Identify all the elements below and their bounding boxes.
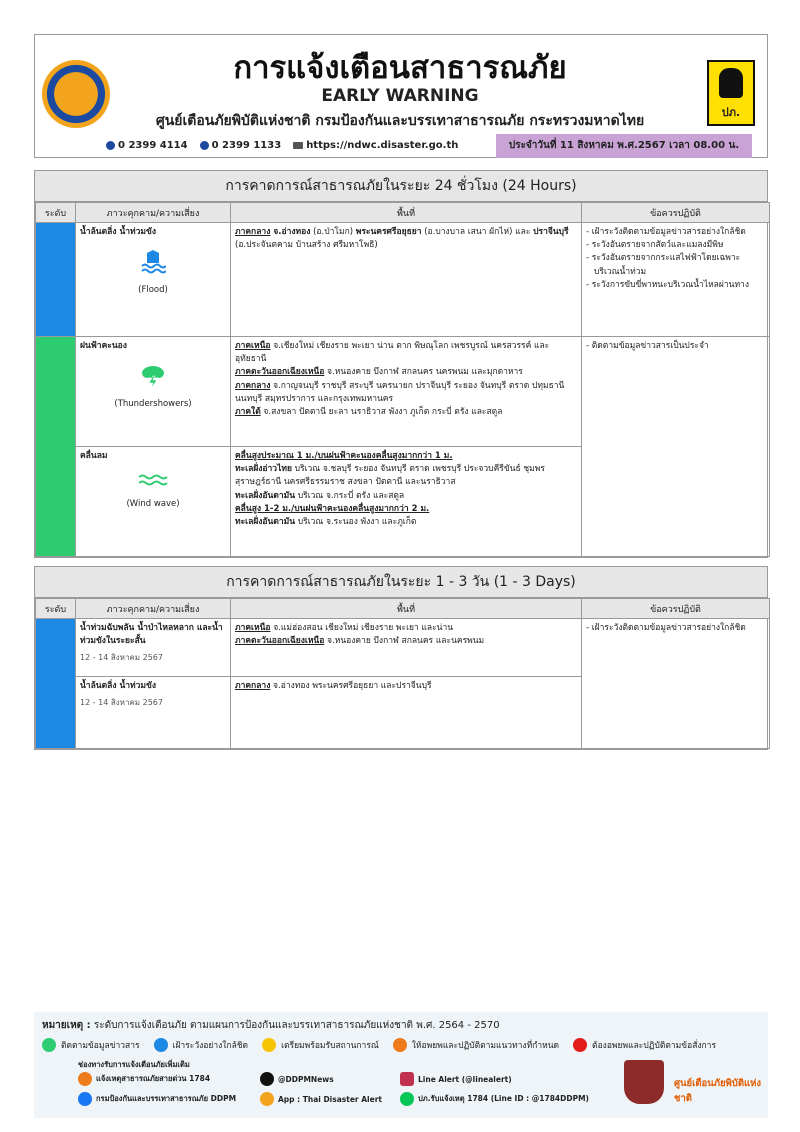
website-link[interactable]	[293, 140, 458, 151]
agency-name: ศูนย์เตือนภัยพิบัติแห่งชาติ กรมป้องกันและบรรเทาสาธารณภัย กระทรวงมหาดไทย	[155, 113, 645, 129]
wind-wave-icon	[80, 473, 226, 494]
advice-cell	[582, 223, 770, 337]
advice-item: - ติดตามข้อมูลข่าวสารเป็นประจำ	[586, 341, 709, 351]
level-indicator-blue	[36, 223, 76, 337]
contact-bar	[106, 140, 458, 151]
region-label: ภาคตะวันออกเฉียงเหนือ	[235, 636, 325, 647]
channel-app[interactable]	[260, 1092, 382, 1106]
table-row-flood	[36, 223, 770, 337]
area-line	[235, 635, 577, 648]
flood-icon	[80, 249, 226, 280]
area-line	[235, 406, 577, 419]
advice-cell	[582, 337, 770, 557]
hazard-name: น้ำท่วมฉับพลัน น้ำป่าไหลหลาก และน้ำท่วมขังในระยะสั้น	[80, 623, 223, 647]
province-text: จ.สงขลา ปัตตานี ยะลา นราธิวาส พังงา ภูเก็ต กระบี่ ตรัง และสตูล	[260, 406, 503, 417]
region-label: ภาคเหนือ	[235, 623, 271, 633]
province: พระนครศรีอยุธยา	[355, 227, 422, 237]
channel-facebook[interactable]	[78, 1092, 236, 1106]
col-hazard: ภาวะคุกคาม/ความเสี่ยง	[76, 203, 231, 223]
ddpm-hand-logo	[707, 60, 755, 126]
channel-line[interactable]	[400, 1092, 589, 1106]
level-indicator-green	[36, 337, 76, 557]
col-area: พื้นที่	[231, 203, 582, 223]
ndwc-name: ศูนย์เตือนภัยพิบัติแห่งชาติ	[674, 1078, 762, 1104]
alert-level-3	[262, 1038, 379, 1052]
area-cell	[231, 447, 582, 557]
hazard-name: น้ำล้นตลิ่ง น้ำท่วมขัง	[80, 227, 156, 237]
level-label: ให้อพยพและปฏิบัติตามแนวทางที่กำหนด	[411, 1041, 560, 1051]
col-level: ระดับ	[36, 203, 76, 223]
district-text: (อ.ประจันตคาม บ้านสร้าง ศรีมหาโพธิ)	[235, 240, 378, 251]
forecast-24h-section	[34, 170, 768, 558]
region-label: ภาคกลาง	[235, 380, 271, 391]
thundershower-icon	[80, 363, 226, 394]
channel-x[interactable]	[260, 1072, 334, 1086]
advice-item: - ระวังอันตรายจากสัตว์และแมลงมีพิษ	[586, 240, 724, 251]
region-label: ภาคใต้	[235, 406, 261, 417]
sea-label: ทะเลฝั่งอันดามัน	[235, 490, 296, 501]
table-header-row	[36, 203, 770, 223]
sea-label: ทะเลฝั่งอ่าวไทย	[235, 464, 292, 475]
icon-caption: (Thundershowers)	[114, 399, 192, 410]
region-label: ภาคกลาง	[235, 227, 271, 237]
province-text: จ.อ่างทอง พระนครศรีอยุธยา และปราจีนบุรี	[270, 681, 432, 691]
advice-item: - เฝ้าระวังติดตามข้อมูลข่าวสารอย่างใกล้ชิด	[586, 623, 746, 633]
hand-icon	[719, 68, 743, 98]
level-dot-icon	[154, 1038, 168, 1052]
phone-number: 0 2399 1133	[211, 140, 282, 151]
advice-item: - เฝ้าระวังติดตามข้อมูลข่าวสารอย่างใกล้ชิด	[586, 227, 746, 237]
channel-label: Line Alert (@linealert)	[418, 1074, 512, 1084]
hazard-date: 12 - 14 สิงหาคม 2567	[80, 698, 163, 708]
level-label: เตรียมพร้อมรับสถานการณ์	[281, 1041, 379, 1051]
level-dot-icon	[573, 1038, 587, 1052]
area-line	[235, 380, 577, 406]
col-hazard: ภาวะคุกคาม/ความเสี่ยง	[76, 599, 231, 619]
forecast-24h-table	[35, 202, 770, 557]
hazard-cell	[76, 677, 231, 749]
level-dot-icon	[393, 1038, 407, 1052]
x-icon	[260, 1072, 274, 1086]
page-subtitle: EARLY WARNING	[321, 86, 479, 106]
district-text: (อ.ป่าโมก)	[310, 227, 356, 237]
col-level: ระดับ	[36, 599, 76, 619]
region-label: ภาคกลาง	[235, 681, 271, 691]
logo-text: ปภ.	[721, 106, 741, 119]
district-text: (อ.บางบาล เสนา ผักไห่) และ	[421, 227, 534, 237]
province-text: จ.หนองคาย บึงกาฬ สกลนคร นครพนม และมุกดาหาร	[324, 367, 523, 378]
area-line	[235, 463, 577, 489]
alert-level-4	[393, 1038, 559, 1052]
phone-icon	[78, 1072, 92, 1086]
hazard-date: 12 - 14 สิงหาคม 2567	[80, 653, 163, 663]
area-line	[235, 516, 577, 529]
legend-title-text: ระดับการแจ้งเตือนภัย ตามแผนการป้องกันและบรรเทาสาธารณภัยแห่งชาติ พ.ศ. 2564 - 2570	[90, 1020, 500, 1031]
hazard-cell	[76, 619, 231, 677]
alert-level-2	[154, 1038, 249, 1052]
channel-line-alert[interactable]	[400, 1072, 512, 1086]
sea-label: ทะเลฝั่งอันดามัน	[235, 516, 296, 527]
page-title: การแจ้งเตือนสาธารณภัย	[233, 50, 567, 86]
phone-icon	[106, 141, 115, 150]
province: ปราจีนบุรี	[533, 227, 569, 237]
phone-number: 0 2399 4114	[118, 140, 188, 151]
forecast-3day-section	[34, 566, 768, 750]
province-text: บริเวณ จ.กระบี่ ตรัง และสตูล	[295, 490, 405, 501]
phone-contact-2[interactable]	[200, 140, 282, 151]
section-title: การคาดการณ์สาธารณภัยในระยะ 1 - 3 วัน (1 - 3 Days)	[35, 567, 767, 598]
province-text: บริเวณ จ.ชลบุรี ระยอง จันทบุรี ตราด เพชรบุรี ประจวบคีรีขันธ์ ชุมพร สุราษฎร์ธานี นครศรีธรรมราช สงขลา ปัตตานี และนราธิวาส	[235, 464, 545, 488]
col-advice: ข้อควรปฏิบัติ	[582, 203, 770, 223]
advice-item: - ระวังอันตรายจากกระแสไฟฟ้าโดยเฉพาะบริเวณน้ำท่วม	[586, 253, 741, 277]
hazard-name: น้ำล้นตลิ่ง น้ำท่วมขัง	[80, 681, 156, 691]
area-line	[235, 366, 577, 379]
icon-caption: (Flood)	[138, 285, 168, 296]
hazard-cell	[76, 447, 231, 557]
province-text: จ.เชียงใหม่ เชียงราย พะเยา น่าน ตาก พิษณุโลก เพชรบูรณ์ นครสวรรค์ และอุทัยธานี	[235, 341, 550, 365]
level-label: ติดตามข้อมูลข่าวสาร	[61, 1041, 140, 1051]
area-cell	[231, 223, 582, 337]
channel-label: ปภ.รับแจ้งเหตุ 1784 (Line ID : @1784DDPM)	[418, 1094, 589, 1103]
alert-level-1	[42, 1038, 140, 1052]
line-icon	[400, 1092, 414, 1106]
phone-contact-1[interactable]	[106, 140, 188, 151]
issue-date: ประจำวันที่ 11 สิงหาคม พ.ศ.2567 เวลา 08.00 น.	[496, 134, 752, 158]
legend-footer	[34, 1012, 768, 1118]
level-label: เฝ้าระวังอย่างใกล้ชิด	[172, 1041, 249, 1051]
area-line	[235, 490, 577, 503]
area-cell	[231, 677, 582, 749]
table-row-thunder	[36, 337, 770, 447]
hazard-name: ฝนฟ้าคะนอง	[80, 341, 127, 351]
advice-item: - ระวังการขับขี่พาหนะบริเวณน้ำไหลผ่านทาง	[586, 279, 749, 290]
web-icon	[293, 142, 303, 149]
province-text: จ.หนองคาย บึงกาฬ สกลนคร และนครพนม	[324, 636, 485, 647]
website-url: https://ndwc.disaster.go.th	[306, 140, 459, 151]
col-advice: ข้อควรปฏิบัติ	[582, 599, 770, 619]
wave-height-label: คลื่นสูง 1-2 ม./บนฝนฟ้าคะนองคลื่นสูงมากกว่า 2 ม.	[235, 503, 430, 514]
channel-label: @DDPMNews	[278, 1074, 334, 1084]
province: จ.อ่างทอง	[270, 227, 311, 237]
level-dot-icon	[262, 1038, 276, 1052]
icon-caption: (Wind wave)	[126, 499, 180, 510]
level-indicator-blue	[36, 619, 76, 749]
region-label: ภาคเหนือ	[235, 341, 271, 351]
province-text: บริเวณ จ.ระนอง พังงา และภูเก็ต	[295, 516, 417, 527]
channel-label: กรมป้องกันและบรรเทาสาธารณภัย DDPM	[96, 1094, 237, 1103]
channel-label: App : Thai Disaster Alert	[278, 1094, 382, 1104]
legend-title	[42, 1018, 500, 1033]
phone-icon	[200, 141, 209, 150]
col-area: พื้นที่	[231, 599, 582, 619]
channel-label: แจ้งเหตุสาธารณภัยสายด่วน 1784	[96, 1074, 211, 1083]
ddpm-emblem-logo	[42, 60, 110, 128]
line-alert-icon	[400, 1072, 414, 1086]
area-cell	[231, 619, 582, 677]
wave-height-label: คลื่นสูงประมาณ 1 ม./บนฝนฟ้าคะนองคลื่นสูงมากกว่า 1 ม.	[235, 451, 453, 461]
channel-hotline[interactable]	[78, 1072, 210, 1086]
hazard-cell	[76, 337, 231, 447]
area-cell	[231, 337, 582, 447]
advice-cell	[582, 619, 770, 749]
region-label: ภาคตะวันออกเฉียงเหนือ	[235, 367, 325, 378]
table-header-row	[36, 599, 770, 619]
app-icon	[260, 1092, 274, 1106]
channels-title: ช่องทางรับการแจ้งเตือนภัยเพิ่มเติม	[78, 1060, 190, 1069]
section-title: การคาดการณ์สาธารณภัยในระยะ 24 ชั่วโมง (24 Hours)	[35, 171, 767, 202]
alert-level-list	[42, 1038, 716, 1052]
province-text: จ.กาญจนบุรี ราชบุรี สระบุรี นครนายก ปราจีนบุรี ระยอง จันทบุรี ตราด ปทุมธานี นนทบุรี สมุทรปราการ และกรุงเทพมหานคร	[235, 380, 565, 404]
hazard-name: คลื่นลม	[80, 451, 108, 461]
province-text: จ.แม่ฮ่องสอน เชียงใหม่ เชียงราย พะเยา และน่าน	[270, 623, 454, 633]
level-dot-icon	[42, 1038, 56, 1052]
table-row-flash-flood	[36, 619, 770, 677]
level-label: ต้องอพยพและปฏิบัติตามข้อสั่งการ	[592, 1041, 717, 1051]
area-line	[235, 622, 577, 635]
forecast-3day-table	[35, 598, 770, 749]
legend-title-bold: หมายเหตุ :	[42, 1020, 91, 1031]
hazard-cell	[76, 223, 231, 337]
alert-level-5	[573, 1038, 716, 1052]
ndwc-logo	[624, 1060, 664, 1104]
facebook-icon	[78, 1092, 92, 1106]
area-line	[235, 340, 577, 366]
